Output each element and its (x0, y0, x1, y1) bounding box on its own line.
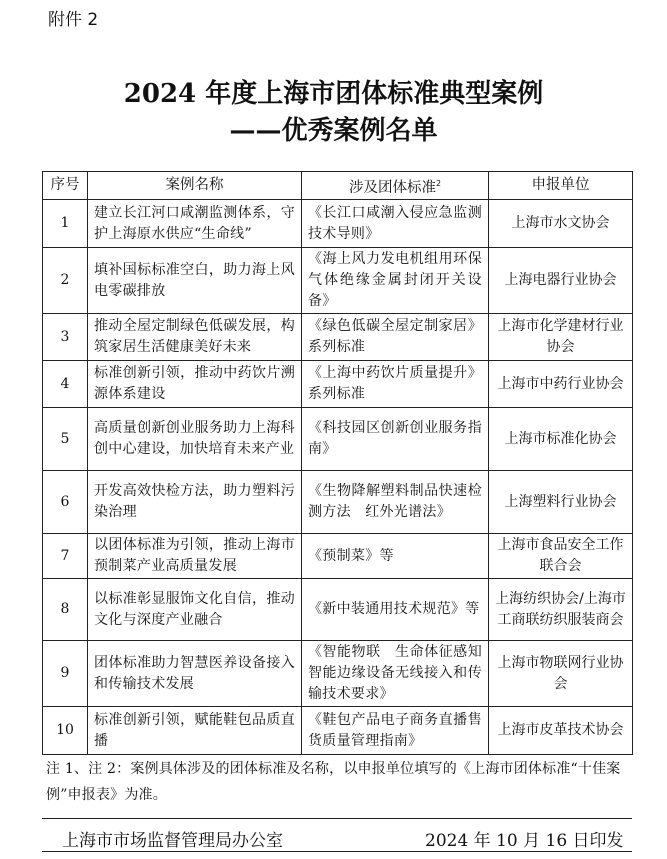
table-row (43, 200, 633, 248)
row-standard: 《智能物联 生命体征感知智能边缘设备无线接入和传输技术要求》 (302, 641, 489, 707)
row-no: 10 (43, 707, 88, 755)
attachment-label: 附件 2 (48, 10, 99, 30)
row-no: 1 (43, 200, 88, 248)
row-unit: 上海塑料行业协会 (489, 471, 633, 534)
row-case-name: 开发高效快检方法，助力塑料污染治理 (88, 471, 302, 534)
row-unit: 上海电器行业协会 (489, 248, 633, 314)
table-row (43, 314, 633, 361)
row-no: 4 (43, 361, 88, 408)
footnote-marker: 2 (435, 178, 442, 188)
row-case-name: 团体标准助力智慧医养设备接入和传输技术发展 (88, 641, 302, 707)
row-unit: 上海市水文协会 (489, 200, 633, 248)
row-no: 3 (43, 314, 88, 361)
table-row (43, 248, 633, 314)
row-no: 9 (43, 641, 88, 707)
page-title: 2024 年度上海市团体标准典型案例 (123, 79, 544, 109)
row-standard: 《上海中药饮片质量提升》系列标准 (302, 361, 489, 408)
page-subtitle: ——优秀案例名单 (229, 116, 438, 146)
row-standard: 《海上风力发电机组用环保气体绝缘金属封闭开关设备》 (302, 248, 489, 314)
row-no: 5 (43, 408, 88, 471)
row-case-name: 推动全屋定制绿色低碳发展，构筑家居生活健康美好未来 (88, 314, 302, 361)
row-standard: 《科技园区创新创业服务指南》 (302, 408, 489, 471)
row-standard: 《预制菜》等 (302, 534, 489, 579)
table-row (43, 534, 633, 579)
row-case-name: 以标准彰显服饰文化自信，推动文化与深度产业融合 (88, 579, 302, 641)
header-no: 序号 (43, 172, 88, 200)
row-case-name: 建立长江河口咸潮监测体系，守护上海原水供应“生命线” (88, 200, 302, 248)
table-row (43, 361, 633, 408)
header-standard-label: 涉及团体标准 (348, 179, 436, 196)
table-row (43, 471, 633, 534)
row-unit: 上海市中药行业协会 (489, 361, 633, 408)
row-unit: 上海市标准化协会 (489, 408, 633, 471)
header-unit: 申报单位 (489, 172, 633, 200)
table-header-row (43, 172, 633, 200)
footer-date: 2024 年 10 月 16 日印发 (425, 831, 624, 851)
row-case-name: 标准创新引领，推动中药饮片溯源体系建设 (88, 361, 302, 408)
header-standard (302, 172, 489, 200)
row-unit: 上海市化学建材行业协会 (489, 314, 633, 361)
row-standard: 《生物降解塑料制品快速检测方法 红外光谱法》 (302, 471, 489, 534)
case-table (42, 171, 633, 755)
table-row (43, 408, 633, 471)
row-case-name: 填补国标标准空白，助力海上风电零碳排放 (88, 248, 302, 314)
row-no: 7 (43, 534, 88, 579)
row-unit: 上海市物联网行业协会 (489, 641, 633, 707)
table-row (43, 707, 633, 755)
row-no: 8 (43, 579, 88, 641)
row-standard: 《绿色低碳全屋定制家居》系列标准 (302, 314, 489, 361)
footer-office: 上海市市场监督管理局办公室 (62, 831, 283, 851)
table-row (43, 579, 633, 641)
footer-top-rule (42, 818, 632, 819)
row-case-name: 高质量创新创业服务助力上海科创中心建设，加快培育未来产业 (88, 408, 302, 471)
row-no: 6 (43, 471, 88, 534)
footer-bottom-rule (42, 851, 632, 852)
row-no: 2 (43, 248, 88, 314)
header-name: 案例名称 (88, 172, 302, 200)
row-unit: 上海纺织协会/上海市工商联纺织服装商会 (489, 579, 633, 641)
row-case-name: 以团体标准为引领，推动上海市预制菜产业高质量发展 (88, 534, 302, 579)
row-standard: 《长江口咸潮入侵应急监测技术导则》 (302, 200, 489, 248)
footnote: 注 1、注 2：案例具体涉及的团体标准及名称，以申报单位填写的《上海市团体标准“十佳案例”申报表》为准。 (46, 761, 621, 803)
row-unit: 上海市皮革技术协会 (489, 707, 633, 755)
row-case-name: 标准创新引领，赋能鞋包品质直播 (88, 707, 302, 755)
table-row (43, 641, 633, 707)
row-standard: 《新中装通用技术规范》等 (302, 579, 489, 641)
row-unit: 上海市食品安全工作联合会 (489, 534, 633, 579)
row-standard: 《鞋包产品电子商务直播售货质量管理指南》 (302, 707, 489, 755)
